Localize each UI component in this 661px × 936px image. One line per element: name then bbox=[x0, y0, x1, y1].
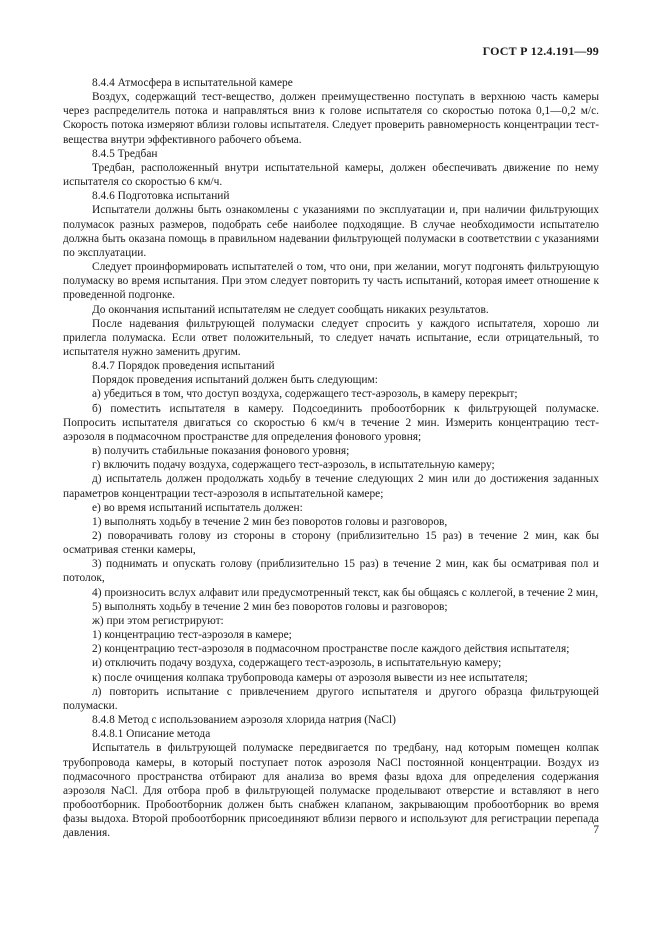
section-heading: 8.4.5 Тредбан bbox=[92, 147, 158, 160]
paragraph: 4) произносить вслух алфавит или предусмотренный текст, как бы общаясь с коллегой, в течение 2 мин, bbox=[92, 586, 599, 599]
section-heading: 8.4.6 Подготовка испытаний bbox=[92, 190, 230, 203]
paragraph: б) поместить испытателя в камеру. Подсоединить пробоотборник к фильтрующей полумаске. Попросить испытателя двигаться со скоростью 6 км/ч в течение 2 мин. Измерить концентрацию тест-аэрозоля в подмасочном пространстве для определения фонового уровня; bbox=[63, 402, 599, 443]
paragraph: л) повторить испытание с привлечением другого испытателя и другого образца фильтрующей полумаски. bbox=[63, 685, 599, 712]
paragraph: 2) концентрацию тест-аэрозоля в подмасочном пространстве после каждого действия испытателя; bbox=[92, 643, 570, 656]
paragraph: Испытатель в фильтрующей полумаске передвигается по тредбану, над которым помещен колпак трубопровода камеры, в который поступает поток аэрозоля NaCl постоянной концентрации. Воздух из подмасочного пространства отбирают для анализа во время фазы вдоха для определения содержания аэрозоля NaCl. Для отбора проб в фильтрующей полумаске проделывают отверстие и вставляют в него пробоотборник. Пробоотборник должен быть снабжен клапаном, закрывающим пробоотборник во время фазы выдоха. Второй пробоотборник присоединяют вблизи первого и используют для регистрации перепада давления. bbox=[63, 742, 599, 840]
page-number: 7 bbox=[593, 824, 599, 836]
standard-header: ГОСТ Р 12.4.191—99 bbox=[482, 44, 599, 58]
paragraph: ж) при этом регистрируют: bbox=[92, 614, 224, 627]
paragraph: Следует проинформировать испытателей о том, что они, при желании, могут подгонять фильтрующую полумаску во время испытания. При этом следует повторить ту часть испытаний, которая имеет отношение к проведенной подгонке. bbox=[63, 261, 599, 302]
paragraph: и) отключить подачу воздуха, содержащего тест-аэрозоль, в испытательную камеру; bbox=[92, 657, 502, 670]
paragraph: 5) выполнять ходьбу в течение 2 мин без поворотов головы и разговоров; bbox=[92, 600, 448, 613]
paragraph: 1) концентрацию тест-аэрозоля в камере; bbox=[92, 629, 292, 642]
paragraph: а) убедиться в том, что доступ воздуха, содержащего тест-аэрозоль, в камеру перекрыт; bbox=[92, 388, 518, 401]
section-heading: 8.4.7 Порядок проведения испытаний bbox=[92, 360, 275, 373]
section-heading: 8.4.8 Метод с использованием аэрозоля хлорида натрия (NaCl) bbox=[92, 714, 396, 727]
paragraph: До окончания испытаний испытателям не следует сообщать никаких результатов. bbox=[92, 303, 489, 316]
paragraph: Испытатели должны быть ознакомлены с указаниями по эксплуатации и, при наличии фильтрующих полумасок разных размеров, подобрать себе наиболее подходящие. В случае необходимости испытателю должна быть оказана помощь в правильном надевании фильтрующей полумаски в соответствии с указаниями по эксплуатации. bbox=[63, 204, 599, 259]
paragraph: Порядок проведения испытаний должен быть следующим: bbox=[92, 374, 378, 387]
paragraph: Тредбан, расположенный внутри испытательной камеры, должен обеспечивать движение по нему испытателя со скоростью 6 км/ч. bbox=[63, 161, 599, 189]
section-heading: 8.4.4 Атмосфера в испытательной камере bbox=[92, 77, 293, 89]
paragraph: в) получить стабильные показания фонового уровня; bbox=[92, 445, 350, 458]
document-body bbox=[63, 76, 599, 840]
paragraph: После надевания фильтрующей полумаски следует спросить у каждого испытателя, хорошо ли прилегла полумаска. Если ответ положительный, то следует начать испытание, если отрицательный, то испытателя нужно заменить другим. bbox=[63, 317, 599, 358]
paragraph: е) во время испытаний испытатель должен: bbox=[92, 501, 303, 514]
paragraph: Воздух, содержащий тест-вещество, должен преимущественно поступать в верхнюю часть камеры через распределитель потока и направляться вниз к голове испытателя со скоростью потока 0,1—0,2 м/с. Скорость потока измеряют вблизи головы испытателя. Следует проверить равномерность концентрации тест-вещества внутри эффективного рабочего объема. bbox=[63, 91, 599, 146]
paragraph: к) после очищения колпака трубопровода камеры от аэрозоля вывести из нее испытателя; bbox=[92, 671, 528, 684]
paragraph: 1) выполнять ходьбу в течение 2 мин без поворотов головы и разговоров, bbox=[92, 515, 448, 528]
paragraph: г) включить подачу воздуха, содержащего тест-аэрозоль, в испытательную камеру; bbox=[92, 459, 495, 472]
section-heading: 8.4.8.1 Описание метода bbox=[92, 728, 211, 741]
paragraph: д) испытатель должен продолжать ходьбу в течение следующих 2 мин или до достижения заданных параметров концентрации тест-аэрозоля в испытательной камере; bbox=[63, 473, 599, 500]
paragraph: 3) поднимать и опускать голову (приблизительно 15 раз) в течение 2 мин, как бы осматривая пол и потолок, bbox=[63, 558, 599, 585]
paragraph: 2) поворачивать голову из стороны в сторону (приблизительно 15 раз) в течение 2 мин, как бы осматривая стенки камеры, bbox=[63, 530, 599, 557]
